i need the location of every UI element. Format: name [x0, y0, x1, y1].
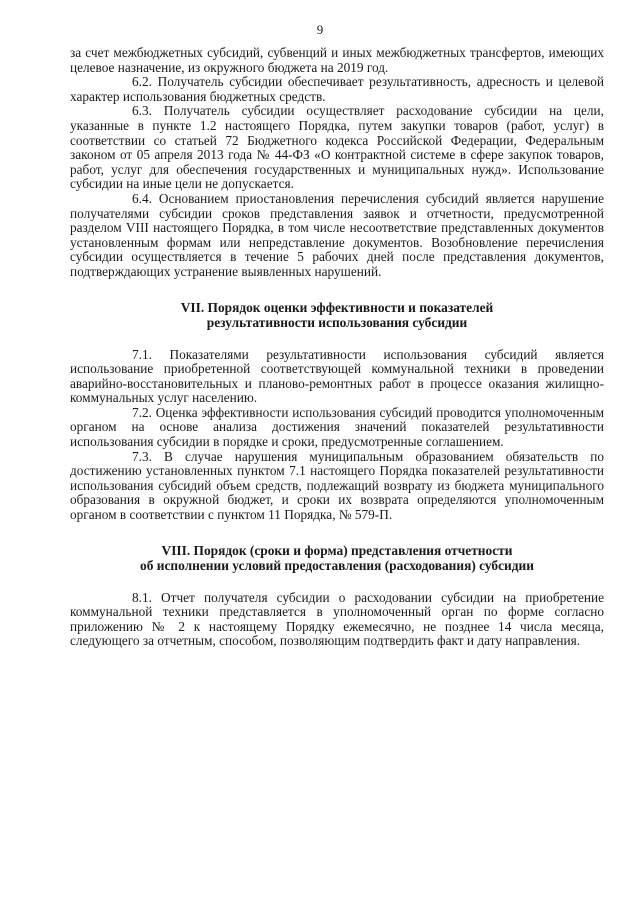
- paragraph-6-4: 6.4. Основанием приостановления перечисления субсидий является нарушение получателями субсидии сроков представления заявок и отчетности, предусмотренной разделом VIII настоящего Порядка, в том числе несоответствие представленных документов установленным формам или непредставление документов. Возобновление перечисления субсидии осуществляется в течение 5 рабочих дней после представления документов, подтверждающих устранение выявленных нарушений.: [70, 190, 604, 279]
- paragraph-6-2: 6.2. Получатель субсидии обеспечивает результативность, адресность и целевой характер использования бюджетных средств.: [70, 74, 604, 104]
- paragraph-6-3: 6.3. Получатель субсидии осуществляет расходование субсидии на цели, указанные в пункте 1.2 настоящего Порядка, путем закупки товаров (работ, услуг) в соответствии со статьей 72 Бюджетного кодекса Российской Федерации, Федеральным законом от 05 апреля 2013 года № 44-ФЗ «О контрактной системе в сфере закупок товаров, работ, услуг для обеспечения государственных и муниципальных нужд». Использование субсидии на иные цели не допускается.: [70, 103, 604, 192]
- paragraph-continuation: за счет межбюджетных субсидий, субвенций и иных межбюджетных трансфертов, имеющих целевое назначение, из окружного бюджета на 2019 год.: [70, 45, 604, 75]
- paragraph-7-2: 7.2. Оценка эффективности использования субсидий проводится уполномоченным органом на основе анализа достижения значений показателей результативности использования субсидии в порядке и сроки, предусмотренные соглашением.: [70, 404, 604, 450]
- paragraph-7-3: 7.3. В случае нарушения муниципальным образованием обязательств по достижению установленных пунктом 7.1 настоящего Порядка показателей результативности использования субсидий объем средств, подлежащий возврату из бюджета муниципального образования в окружной бюджет, и сроки их возврата определяются уполномоченным органом в соответствии с пунктом 11 Порядка, № 579-П.: [70, 448, 604, 523]
- section-8-heading-line-1: VIII. Порядок (сроки и форма) представления отчетности: [161, 542, 513, 558]
- section-7-heading-line-1: VII. Порядок оценки эффективности и показателей: [180, 299, 494, 315]
- section-8-heading: [70, 543, 604, 574]
- paragraph-8-1: 8.1. Отчет получателя субсидии о расходовании субсидии на приобретение коммунальной техники представляется в уполномоченный орган по форме согласно приложению № 2 к настоящему Порядку ежемесячно, не позднее 14 числа месяца, следующего за отчетным, способом, позволяющим подтвердить факт и дату направления.: [70, 589, 604, 649]
- page-number: 9: [316, 22, 324, 37]
- section-7-heading-line-2: результативности использования субсидии: [206, 315, 468, 330]
- document-body: [70, 46, 604, 649]
- section-7-heading: [70, 300, 604, 331]
- paragraph-7-1: 7.1. Показателями результативности использования субсидий является использование приобретенной соответствующей коммунальной техники в проведении аварийно-восстановительных и планово-ремонтных работ в процессе оказания жилищно-коммунальных услуг населению.: [70, 346, 604, 406]
- section-8-heading-line-2: об исполнении условий предоставления (расходования) субсидии: [140, 558, 534, 574]
